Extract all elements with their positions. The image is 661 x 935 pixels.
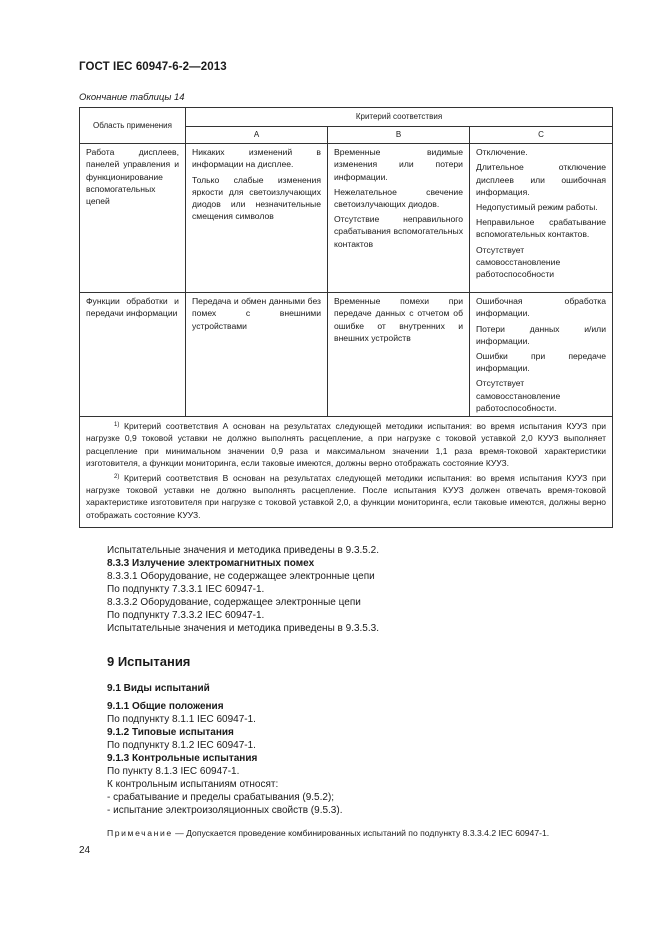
paragraph: По подпункту 7.3.3.1 IEC 60947-1. — [107, 584, 265, 595]
table-row — [80, 293, 613, 417]
footnotes-row — [80, 417, 613, 528]
footnotes-cell — [80, 417, 613, 528]
paragraph: По подпункту 7.3.3.2 IEC 60947-1. — [107, 610, 265, 621]
col-b-header: B — [328, 127, 470, 144]
col-area-header: Область применения — [80, 108, 186, 144]
row1-col-b: Временные видимые изменения или потери информации. Нежелательное свечение светоизлучающих диодов. Отсутствие неправильного срабатывания вспомогательных контактов — [328, 144, 470, 293]
table-14 — [79, 107, 613, 528]
row1-col-c: Отключение. Длительное отключение дисплеев или ошибочная информация. Недопустимый режим работы. Неправильное срабатывание вспомогательных контактов. Отсутствует самовосстановление работоспособности — [470, 144, 613, 293]
paragraph: По подпункту 8.1.1 IEC 60947-1. — [107, 714, 256, 725]
footnote-2: $^{2)}$ Критерий соответствия В основан на результатах следующей методики испытания: во время испытания КУУЗ при нагрузке токовой уставки не должно выполнять расцепление. После испытания КУУЗ должен отвечать время-токовой характеристике изготовителя при нагрузке с токовой уставкой 2,0, а функции мониторинга, если таковые имеются, должны верно отображать состояние КУУЗ. — [86, 472, 606, 520]
document-header: ГОСТ IEC 60947-6-2—2013 — [79, 61, 227, 73]
paragraph: Испытательные значения и методика приведены в 9.3.5.3. — [107, 623, 379, 634]
subsection-heading: 9.1.3 Контрольные испытания — [107, 753, 258, 764]
col-c-header: C — [470, 127, 613, 144]
note-label: Примечание — [107, 828, 173, 838]
page-number: 24 — [79, 845, 91, 856]
paragraph: Испытательные значения и методика приведены в 9.3.5.2. — [107, 545, 379, 556]
table-row — [80, 144, 613, 293]
subsection-heading: 9.1 Виды испытаний — [107, 683, 210, 694]
row1-col-a: Никаких изменений в информации на дисплее. Только слабые изменения яркости для светоизлучающих диодов или незначительные смещения символов — [186, 144, 328, 293]
note-text: — Допускается проведение комбинированных испытаний по подпункту 8.3.3.4.2 IEC 60947-1. — [172, 828, 550, 838]
row2-col-a: Передача и обмен данными без помех с внешними устройствами — [186, 293, 328, 417]
row1-area: Работа дисплеев, панелей управления и функционирование вспомогательных цепей — [80, 144, 186, 293]
subsection-heading: 9.1.2 Типовые испытания — [107, 727, 234, 738]
paragraph: 8.3.3.1 Оборудование, не содержащее электронные цепи — [107, 571, 375, 582]
list-item: - срабатывание и пределы срабатывания (9.5.2); — [107, 792, 335, 803]
criteria-header: Критерий соответствия — [186, 108, 613, 127]
section-heading: 9 Испытания — [107, 654, 191, 669]
note — [107, 828, 549, 838]
paragraph: По пункту 8.1.3 IEC 60947-1. — [107, 766, 240, 777]
footnote-1: $^{1)}$ Критерий соответствия А основан на результатах следующей методики испытания: во время испытания КУУЗ при нагрузке 0,9 токовой уставки не должно выполнять расцепление, а при нагрузке с токовой уставкой 2,0 КУУЗ выполняет расцепление при минимальном значении 0,9 раза и максимальном значении 1,1 раза время-токовой характеристики изготовителя, а функции мониторинга, если таковые имеются, должны верно отображать состояние КУУЗ. — [86, 421, 606, 469]
row2-col-c: Ошибочная обработка информации. Потери данных и/или информации. Ошибки при передаче информации. Отсутствует самовосстановление работоспособности. — [470, 293, 613, 417]
subsection-heading: 9.1.1 Общие положения — [107, 701, 224, 712]
paragraph: 8.3.3.2 Оборудование, содержащее электронные цепи — [107, 597, 361, 608]
list-item: - испытание электроизоляционных свойств (9.5.3). — [107, 805, 343, 816]
col-a-header: A — [186, 127, 328, 144]
row2-col-b: Временные помехи при передаче данных с отчетом об ошибке от внутренних и внешних устройств — [328, 293, 470, 417]
table-caption: Окончание таблицы 14 — [79, 92, 185, 103]
subsection-heading: 8.3.3 Излучение электромагнитных помех — [107, 558, 315, 569]
paragraph: По подпункту 8.1.2 IEC 60947-1. — [107, 740, 256, 751]
paragraph: К контрольным испытаниям относят: — [107, 779, 279, 790]
row2-area: Функции обработки и передачи информации — [80, 293, 186, 417]
